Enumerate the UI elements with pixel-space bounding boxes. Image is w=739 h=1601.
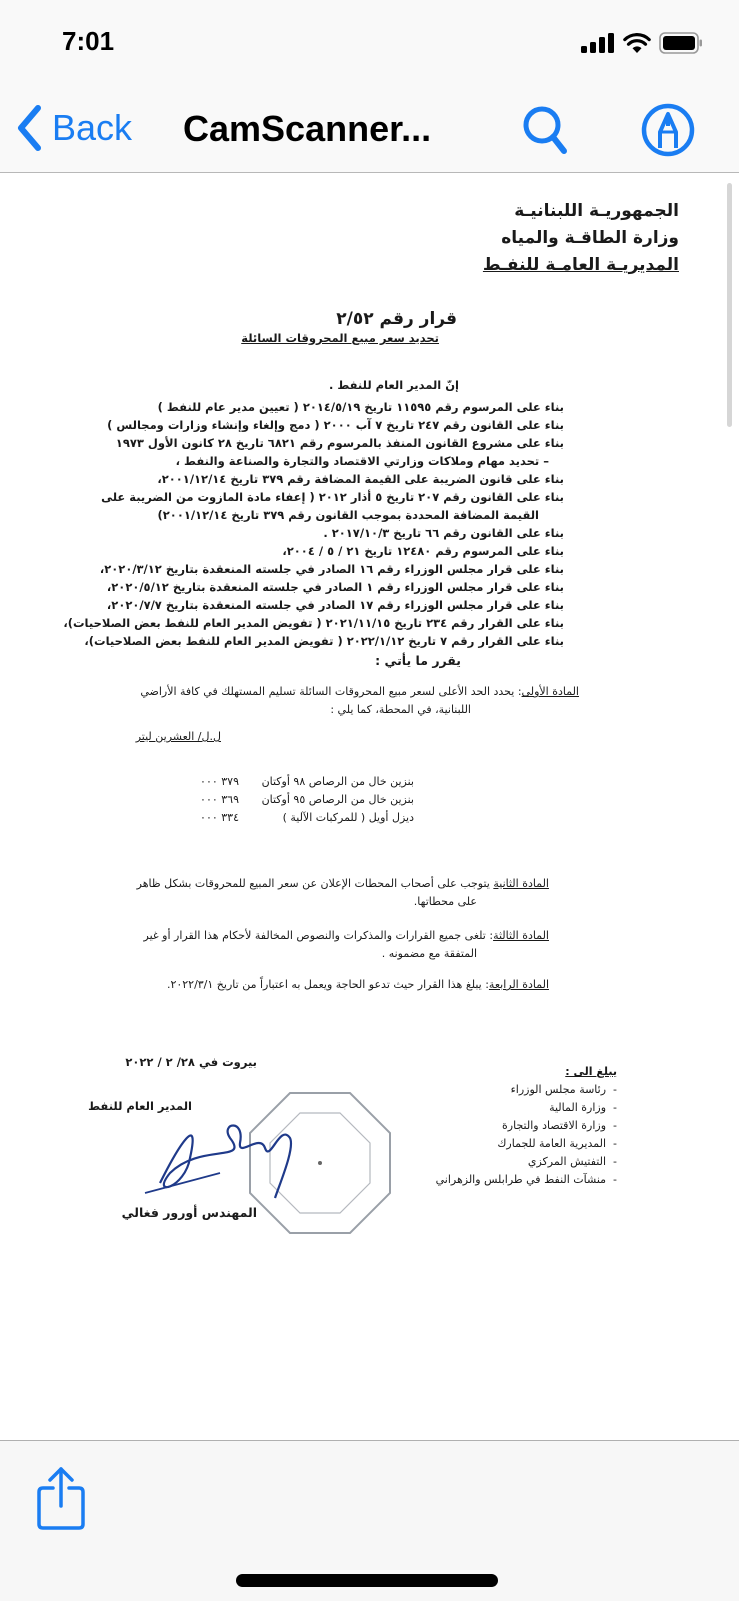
- navigation-bar: [0, 90, 739, 173]
- scroll-indicator[interactable]: [727, 183, 732, 427]
- article-3-label: المادة الثالثة: [493, 929, 549, 942]
- price-product: بنزين خال من الرصاص ٩٥ أوكتان: [261, 793, 414, 806]
- price-value: ٣٣٤ ٠٠٠: [200, 811, 239, 824]
- recital: بناء على القانون رقم ٦٦ تاريخ ٢٠١٧/١٠/٣ .: [323, 526, 564, 540]
- signer-name: المهندس أورور فغالي: [121, 1205, 257, 1220]
- signature: [140, 1103, 310, 1203]
- share-button[interactable]: [36, 1466, 86, 1537]
- date-place: بيروت في ٢٨/ ٢ / ٢٠٢٢: [125, 1055, 257, 1069]
- distribution-label: يبلغ الى :: [565, 1065, 617, 1078]
- scanned-document-page: [0, 173, 739, 1440]
- markup-pen-icon: [640, 102, 696, 158]
- article-4-label: المادة الرابعة: [488, 978, 549, 991]
- bottom-toolbar: [0, 1440, 739, 1601]
- recital: بناء على قرار مجلس الوزراء رقم ١ الصادر في جلسته المنعقدة بتاريخ ٢٠٢٠/٥/١٢،: [106, 580, 564, 594]
- search-button[interactable]: [520, 102, 572, 163]
- distribution-item: - رئاسة مجلس الوزراء: [510, 1083, 617, 1096]
- price-product: ديزل أويل ( للمركبات الآلية ): [282, 811, 414, 824]
- recital: بناء على قانون الضريبة على القيمة المضافة رقم ٣٧٩ تاريخ ٢٠٠١/١٢/١٤،: [157, 472, 564, 486]
- recital: بناء على قرار مجلس الوزراء رقم ١٦ الصادر في جلسته المنعقدة بتاريخ ٢٠٢٠/٣/١٢،: [99, 562, 564, 576]
- article-3-text: : تلغى جميع القرارات والمذكرات والنصوص المخالفة لأحكام هذا القرار أو غير: [143, 929, 494, 942]
- price-value: ٣٦٩ ٠٠٠: [200, 793, 239, 806]
- share-icon: [36, 1466, 86, 1532]
- article-4: [167, 978, 549, 991]
- price-product: بنزين خال من الرصاص ٩٨ أوكتان: [261, 775, 414, 788]
- article-1-label: المادة الأولى: [521, 685, 579, 698]
- cellular-signal-icon: [581, 33, 615, 53]
- article-2: [137, 877, 549, 890]
- recital: بناء على المرسوم رقم ١٢٤٨٠ تاريخ ٢١ / ٥ / ٢٠٠٤،: [282, 544, 564, 558]
- recital: بناء على مشروع القانون المنفذ بالمرسوم رقم ٦٨٢١ تاريخ ٢٨ كانون الأول ١٩٧٣: [115, 436, 564, 450]
- article-3: [144, 929, 549, 942]
- article-4-text: : يبلغ هذا القرار حيث تدعو الحاجة ويعمل به اعتباراً من تاريخ ٢٠٢٢/٣/١.: [166, 978, 489, 991]
- status-time: 7:01: [62, 26, 115, 56]
- document-title: CamScanner...: [183, 108, 432, 149]
- recital: بناء على القانون رقم ٢٤٧ تاريخ ٧ آب ٢٠٠٠ ( دمج وإلغاء وإنشاء وزارات ومجالس ): [107, 418, 564, 432]
- header-line: الجمهوريـة اللبنانيـة: [514, 201, 679, 221]
- decides-line: يقرر ما يأتي :: [375, 653, 461, 668]
- markup-button[interactable]: [640, 102, 696, 163]
- decision-subject: تحديد سعر مبيع المحروقات السائلة: [241, 331, 439, 345]
- recital: بناء على قرار مجلس الوزراء رقم ١٧ الصادر في جلسته المنعقدة بتاريخ ٢٠٢٠/٧/٧،: [106, 598, 564, 612]
- chevron-left-icon: [16, 104, 42, 152]
- distribution-item: - التفتيش المركزي: [527, 1155, 617, 1168]
- header-line: وزارة الطاقـة والمياه: [501, 228, 679, 248]
- article-1: [140, 685, 579, 698]
- article-1-text: : يحدد الحد الأعلى لسعر مبيع المحروقات السائلة تسليم المستهلك في كافة الأراضي: [140, 685, 522, 698]
- decision-title: قرار رقم ٢/٥٢: [336, 309, 457, 329]
- distribution-item: - منشآت النفط في طرابلس والزهراني: [435, 1173, 617, 1186]
- distribution-item: - وزارة المالية: [549, 1101, 617, 1114]
- intro-line: إنّ المدير العام للنفط .: [328, 378, 459, 392]
- recital: القيمة المضافة المحددة بموجب القانون رقم ٣٧٩ تاريخ ٢٠٠١/١٢/١٤): [157, 508, 539, 522]
- search-icon: [520, 102, 572, 158]
- status-icons: [581, 32, 703, 54]
- distribution-item: - وزارة الاقتصاد والتجارة: [502, 1119, 617, 1132]
- recital: بناء على القرار رقم ٢٣٤ تاريخ ٢٠٢١/١١/١٥ ( تفويض المدير العام للنفط بعض الصلاحيات)،: [63, 616, 564, 630]
- header-line: المديريـة العامـة للنفـط: [482, 255, 679, 275]
- price-value: ٣٧٩ ٠٠٠: [200, 775, 239, 788]
- battery-icon: [659, 32, 703, 54]
- signer-title-text: المدير العام للنفط: [88, 1099, 192, 1113]
- back-button[interactable]: [16, 104, 132, 152]
- recital: بناء على القانون رقم ٢٠٧ تاريخ ٥ أذار ٢٠١٢ ( إعفاء مادة المازوت من الضريبة على: [101, 490, 564, 504]
- wifi-icon: [623, 32, 651, 54]
- document-viewer[interactable]: [0, 173, 739, 1440]
- back-label: Back: [52, 107, 133, 148]
- recital: بناء على المرسوم رقم ١١٥٩٥ تاريخ ٢٠١٤/٥/١٩ ( تعيين مدير عام للنفط ): [157, 400, 564, 414]
- recital: – تحديد مهام وملاكات وزارتي الاقتصاد والتجارة والصناعة والنفط ،: [175, 454, 549, 468]
- distribution-item: - المديرية العامة للجمارك: [497, 1137, 617, 1150]
- article-1-cont: اللبنانية، في المحطة، كما يلي :: [330, 703, 471, 716]
- article-2-cont: على محطاتها.: [413, 895, 477, 908]
- article-2-label: المادة الثانية: [493, 877, 549, 890]
- recital: بناء على القرار رقم ٧ تاريخ ٢٠٢٢/١/١٢ ( تفويض المدير العام للنفط بعض الصلاحيات)،: [84, 634, 564, 648]
- price-unit: ل.ل/ العشرين ليتر: [135, 730, 221, 743]
- home-indicator[interactable]: [236, 1574, 498, 1587]
- status-bar: [0, 0, 739, 90]
- article-2-text: يتوجب على أصحاب المحطات الإعلان عن سعر المبيع للمحروقات بشكل ظاهر: [136, 877, 494, 890]
- article-3-cont: المتفقة مع مضمونه .: [381, 947, 477, 960]
